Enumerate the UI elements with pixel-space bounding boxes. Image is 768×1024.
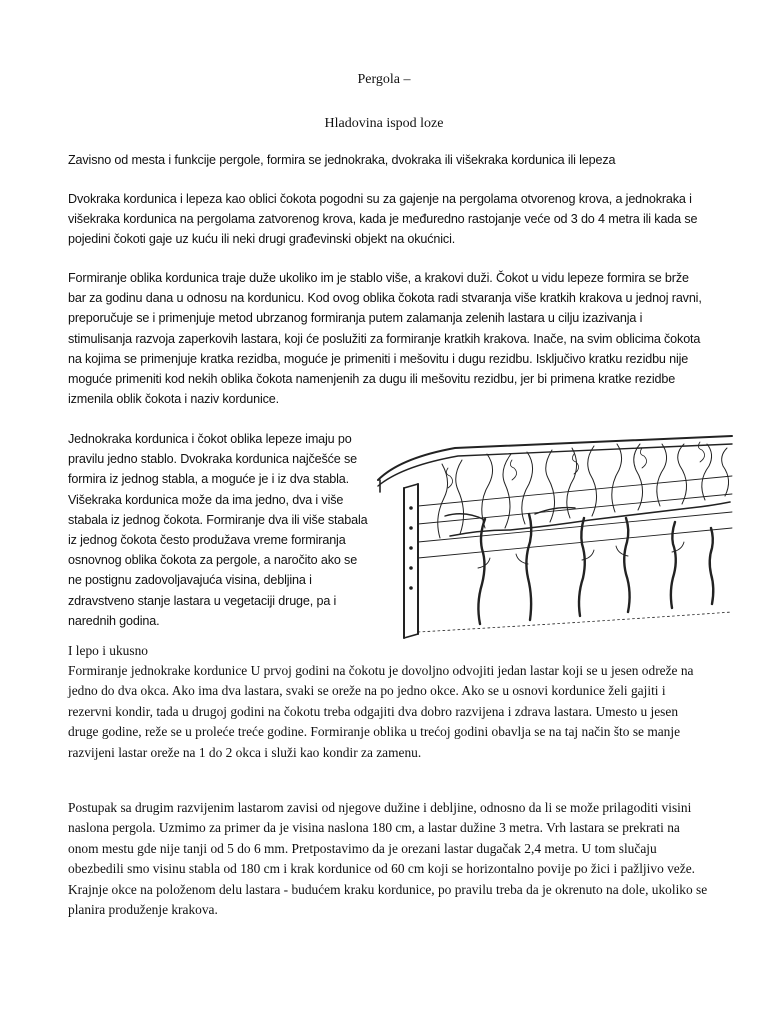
paragraph-intro: Zavisno od mesta i funkcije pergole, formira se jednokraka, dvokraka ili višekraka kordunica ili lepeza (68, 153, 616, 167)
section-subheading: I lepo i ukusno (68, 643, 148, 658)
paragraph-procedure: Postupak sa drugim razvijenim lastarom zavisi od njegove dužine i debljine, odnosno da li se može prilagoditi visini naslona pergola. Uzmimo za primer da je visina naslona 180 cm, a lastar dužine 3 metra. Vrh lastara se prekrati na onom mestu gde nije tanji od 5 do 6 mm. Pretpostavimo da je orezani lastar dugačak 2,4 metra. U tom slučaju obezbedili smo visinu stabla od 180 cm i krak kordunice od 60 cm koji se horizontalno povije po žici i pažljivo veže. Krajnje okce na položenom delu lastara - budućem kraku kordunice, po pravilu treba da je okrenuto na dole, ukoliko se planira produženje krakova. (68, 800, 708, 918)
pergola-vine-illustration (360, 428, 740, 648)
document-title: Pergola – (357, 72, 411, 87)
paragraph-formation: Formiranje oblika kordunica traje duže ukoliko im je stablo više, a krakovi duži. Čokot u vidu lepeze formira se brže bar za godinu dana u odnosu na kordunicu. Kod ovog oblika čokota radi stvaranja više kratkih krakova u jednoj ravni, preporučuje se i primenjuje metod ubrzanog formiranja putem zalamanja zelenih lastara u cilju izazivanja i stimulisanja razvoja zaperkovih lastara, koji će poslužiti za formiranje kratkih krakova. Inače, na svim oblicima čokota na kojima se primenjuje kratka rezidba, moguće je primeniti i mešovitu i dugu rezidbu. Isključivo kratku rezidbu nije moguće primeniti kod nekih oblika čokota namenjenih za dugu ili mešovitu rezidbu, jer bi primena kratke rezidbe izmenila oblik čokota i naziv kordunice. (68, 271, 702, 407)
paragraph-trunks: Jednokraka kordunica i čokot oblika lepeze imaju po pravilu jedno stablo. Dvokraka kordunica najčešće se formira iz jednog stabla, a moguće je i iz dva stabla. Višekraka kordunica može da ima jedno, dva i više stabala iz jednog čokota. Formiranje dva ili više stabala iz jednog čokota često produžava vreme formiranja osnovnog oblika čokota za pergole, a naročito ako se ne postignu zadovoljavajuća visina, debljina i zdravstveno stanje lastara u vegetaciji druge, pa i narednih godina. (68, 432, 368, 628)
paragraph-single-arm: Formiranje jednokrake kordunice U prvoj godini na čokotu je dovoljno odvojiti jedan lastar koji se u jesen odreže na jedno do dva okca. Ako ima dva lastara, svaki se oreže na po jedno okce. Ako se u osnovi kordunice želi gajiti i rezervni kondir, tada u drugoj godini na čokotu treba odgajiti dva dobro razvijena i zdrava lastara. Umesto u jesen druge godine, reže se u proleće treće godine. Formiranje oblika u trećoj godini obavlja se na taj način što se manje razvijeni lastar oreže na 1 do 2 okca i služi kao kondir za zamenu. (68, 663, 694, 760)
paragraph-shapes: Dvokraka kordunica i lepeza kao oblici čokota pogodni su za gajenje na pergolama otvorenog krova, a jednokraka i višekraka kordunica na pergolama zatvorenog krova, kada je međuredno rastojanje veće od 3 do 4 metra ili kada se pojedini čokoti gaje uz kuću ili neki drugi građevinski objekt na okućnici. (68, 192, 698, 247)
document-subtitle: Hladovina ispod loze (324, 116, 444, 131)
